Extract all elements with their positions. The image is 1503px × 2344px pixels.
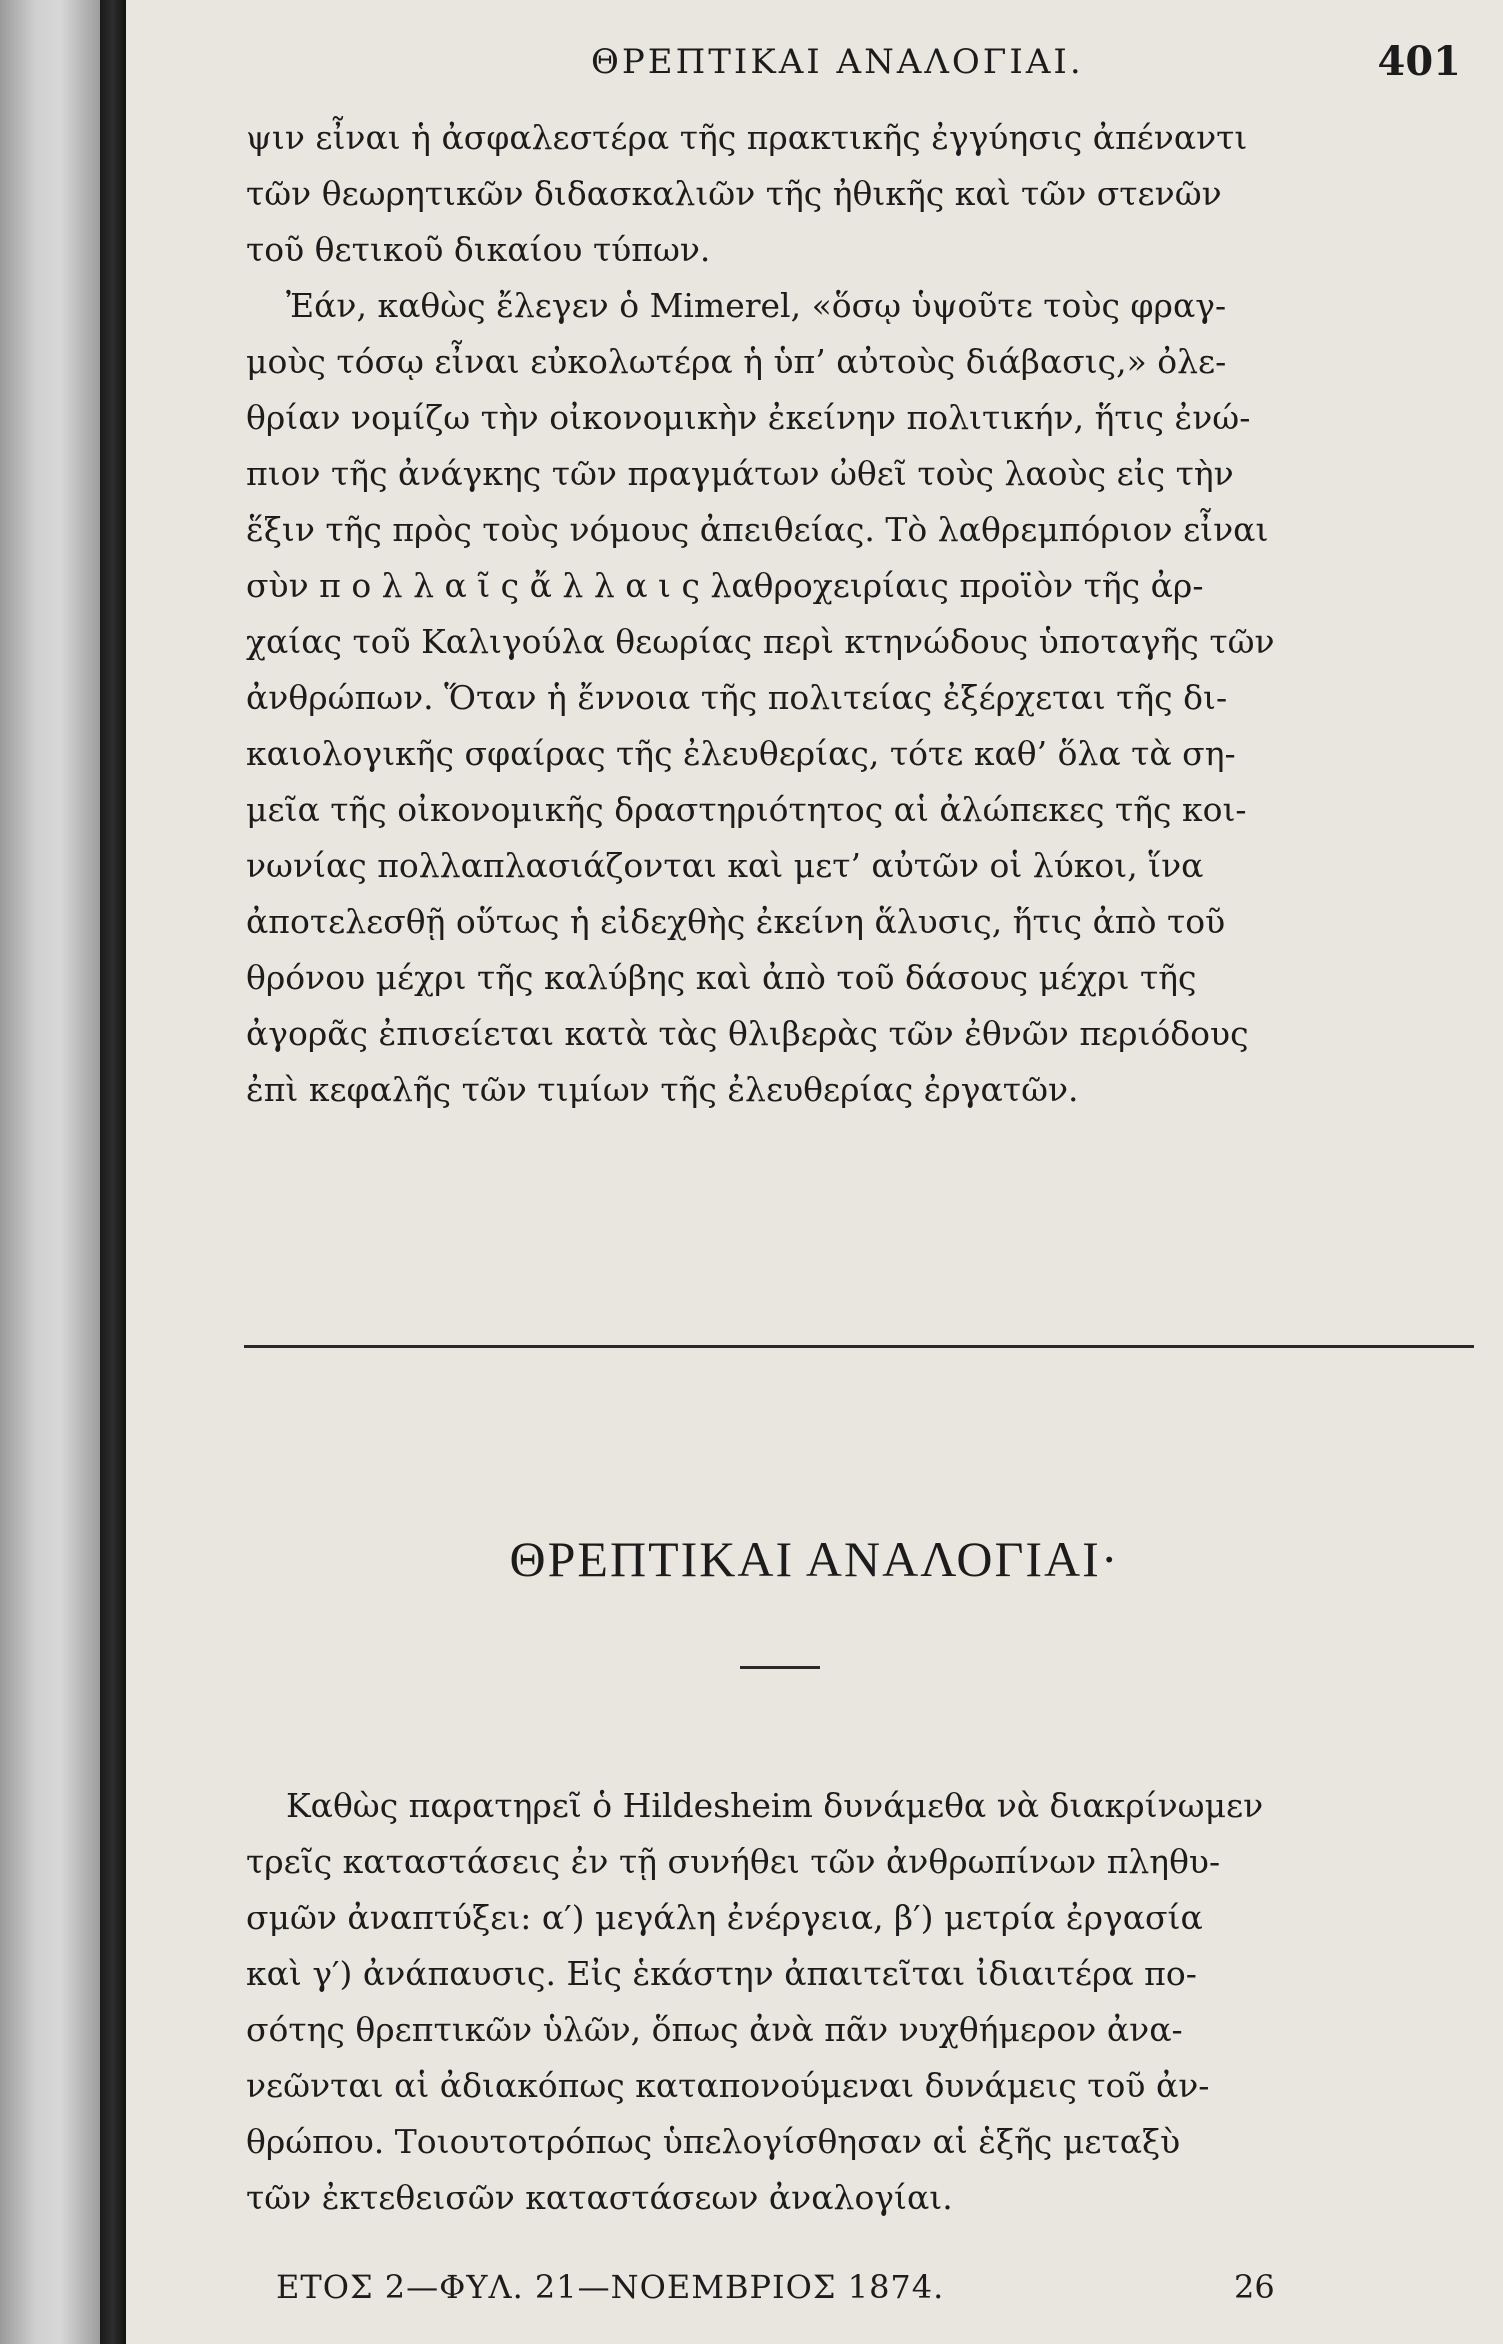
adjacent-page-edge: [0, 0, 100, 2344]
text-line: νωνίας πολλαπλασιάζονται καὶ μετ’ αὐτῶν οἱ λύκοι, ἵνα: [246, 846, 1204, 885]
text-line: θρίαν νομίζω τὴν οἰκονομικὴν ἐκείνην πολιτικήν, ἥτις ἐνώ-: [246, 398, 1251, 437]
text-line: ἐπὶ κεφαλῆς τῶν τιμίων τῆς ἐλευθερίας ἐργατῶν.: [246, 1070, 1079, 1109]
text-line: θρώπου. Τοιουτοτρόπως ὑπελογίσθησαν αἱ ἑξῆς μεταξὺ: [246, 2122, 1181, 2161]
book-page: [126, 0, 1503, 2344]
sheet-number: 26: [1234, 2268, 1275, 2306]
section-divider: [244, 1345, 1474, 1348]
text-line: ἕξιν τῆς πρὸς τοὺς νόμους ἀπειθείας. Τὸ λαθρεμπόριον εἶναι: [246, 510, 1269, 549]
text-line: ἀποτελεσθῇ οὕτως ἡ εἰδεχθὴς ἐκείνη ἅλυσις, ἥτις ἀπὸ τοῦ: [246, 902, 1226, 941]
text-line: τρεῖς καταστάσεις ἐν τῇ συνήθει τῶν ἀνθρωπίνων πληθυ-: [246, 1842, 1221, 1881]
text-line: σότης θρεπτικῶν ὑλῶν, ὅπως ἀνὰ πᾶν νυχθήμερον ἀνα-: [246, 2010, 1183, 2049]
text-line: σὺν π ο λ λ α ῖ ς ἄ λ λ α ι ς λαθροχειρίαις προϊὸν τῆς ἀρ-: [246, 566, 1204, 605]
text-line: ἀγορᾶς ἐπισείεται κατὰ τὰς θλιβερὰς τῶν ἐθνῶν περιόδους: [246, 1014, 1249, 1053]
text-line: τῶν ἐκτεθεισῶν καταστάσεων ἀναλογίαι.: [246, 2178, 953, 2217]
text-line: χαίας τοῦ Καλιγούλα θεωρίας περὶ κτηνώδους ὑποταγῆς τῶν: [246, 622, 1275, 661]
page-header: [126, 38, 1503, 92]
page-number: 401: [1377, 38, 1461, 85]
text-line: νεῶνται αἱ ἀδιακόπως καταπονούμεναι δυνάμεις τοῦ ἀν-: [246, 2066, 1210, 2105]
text-line: μεῖα τῆς οἰκονομικῆς δραστηριότητος αἱ ἀλώπεκες τῆς κοι-: [246, 790, 1247, 829]
text-line: Ἐάν, καθὼς ἔλεγεν ὁ Mimerel, «ὅσῳ ὑψοῦτε τοὺς φραγ-: [286, 286, 1227, 325]
page-footer: [126, 2268, 1503, 2318]
footer-signature: ΕΤΟΣ 2—ΦΥΛ. 21—ΝΟΕΜΒΡΙΟΣ 1874.: [276, 2268, 945, 2306]
text-line: τῶν θεωρητικῶν διδασκαλιῶν τῆς ἠθικῆς καὶ τῶν στενῶν: [246, 174, 1222, 213]
title-underline: [740, 1666, 820, 1669]
text-line: ἀνθρώπων. Ὅταν ἡ ἔννοια τῆς πολιτείας ἐξέρχεται τῆς δι-: [246, 678, 1228, 717]
text-line: θρόνου μέχρι τῆς καλύβης καὶ ἀπὸ τοῦ δάσους μέχρι τῆς: [246, 958, 1197, 997]
text-line: μοὺς τόσῳ εἶναι εὐκολωτέρα ἡ ὑπ’ αὐτοὺς διάβασις,» ὀλε-: [246, 342, 1227, 381]
paragraph-continued: [246, 110, 1471, 1118]
text-line: σμῶν ἀναπτύξει: α′) μεγάλη ἐνέργεια, β′) μετρία ἐργασία: [246, 1898, 1203, 1937]
section-title: ΘΡΕΠΤΙΚΑΙ ΑΝΑΛΟΓΙΑΙ·: [509, 1531, 1120, 1587]
text-line: τοῦ θετικοῦ δικαίου τύπων.: [246, 230, 711, 269]
text-line: πιον τῆς ἀνάγκης τῶν πραγμάτων ὠθεῖ τοὺς λαοὺς εἰς τὴν: [246, 454, 1234, 493]
book-binding: [100, 0, 126, 2344]
text-line: καὶ γ′) ἀνάπαυσις. Εἰς ἑκάστην ἀπαιτεῖται ἰδιαιτέρα πο-: [246, 1954, 1197, 1993]
section-paragraph: [246, 1778, 1471, 2226]
text-line: καιολογικῆς σφαίρας τῆς ἐλευθερίας, τότε καθ’ ὅλα τὰ ση-: [246, 734, 1236, 773]
running-title: ΘΡΕΠΤΙΚΑΙ ΑΝΑΛΟΓΙΑΙ.: [591, 42, 1084, 82]
text-line: ψιν εἶναι ἡ ἀσφαλεστέρα τῆς πρακτικῆς ἐγγύησις ἀπέναντι: [246, 118, 1248, 157]
text-line: Καθὼς παρατηρεῖ ὁ Hildesheim δυνάμεθα νὰ διακρίνωμεν: [286, 1786, 1264, 1825]
